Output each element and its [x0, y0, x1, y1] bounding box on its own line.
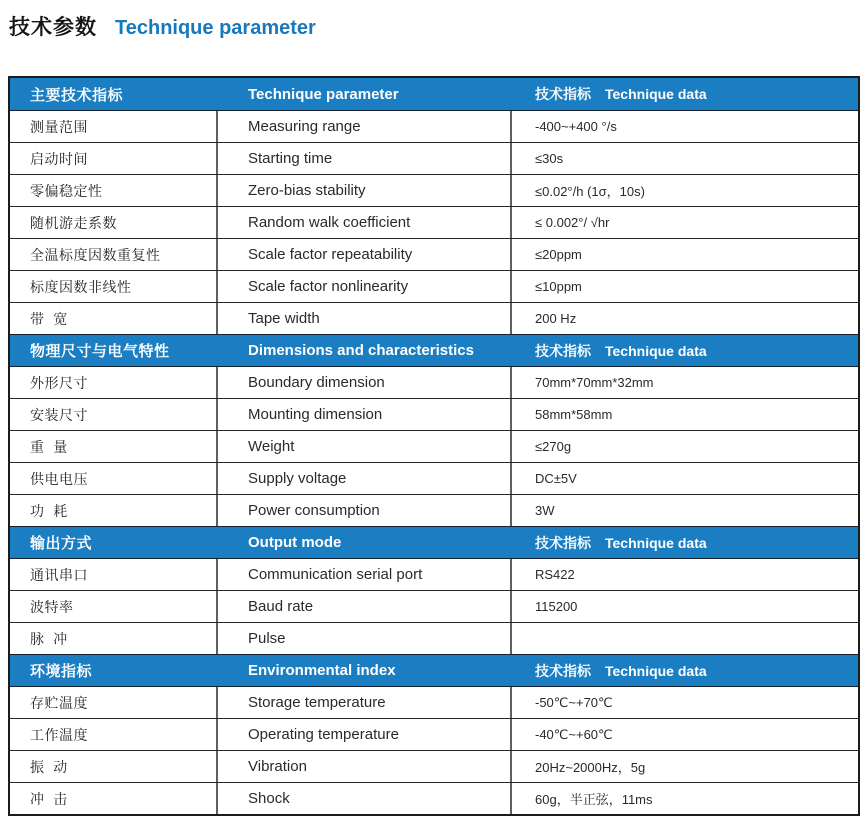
section-data-label-en: Technique data: [605, 86, 707, 102]
spec-name-en: Pulse: [218, 623, 512, 654]
spec-value: 60g，半正弦，11ms: [535, 792, 653, 807]
table-row: [10, 142, 858, 174]
section-data-label: [512, 335, 858, 366]
table-row: [10, 110, 858, 142]
spec-value: ≤ 0.002°/ √hr: [535, 215, 610, 230]
spec-name-cn: 波特率: [10, 591, 218, 622]
spec-value: 20Hz~2000Hz，5g: [535, 760, 646, 775]
spec-name-cn: 脉 冲: [10, 623, 218, 654]
section-data-label-en: Technique data: [605, 534, 707, 551]
spec-name-en: Shock: [218, 783, 512, 814]
section-data-label-en: Technique data: [605, 342, 707, 359]
spec-name-en: Scale factor nonlinearity: [218, 271, 512, 302]
spec-name-cn: 通讯串口: [10, 559, 218, 590]
spec-name-cn: 存贮温度: [10, 687, 218, 718]
spec-name-en: Power consumption: [218, 495, 512, 526]
spec-name-cn: 随机游走系数: [10, 207, 218, 238]
section-data-label: [512, 655, 858, 686]
spec-name-en: Boundary dimension: [218, 367, 512, 398]
section-data-label-cn: 技术指标: [535, 86, 591, 102]
spec-name-cn: 外形尺寸: [10, 367, 218, 398]
spec-name-cn: 振 动: [10, 751, 218, 782]
spec-name-en: Random walk coefficient: [218, 207, 512, 238]
table-row: [10, 206, 858, 238]
table-row: [10, 782, 858, 814]
section-title-cn: 环境指标: [30, 663, 93, 680]
spec-value: ≤0.02°/h (1σ，10s): [535, 184, 645, 199]
section-data-label-cn: 技术指标: [535, 342, 591, 359]
spec-value: [512, 623, 858, 654]
section-header-row: [10, 334, 858, 366]
page-title-en: Technique parameter: [115, 17, 316, 39]
table-row: [10, 430, 858, 462]
spec-name-cn: 功 耗: [10, 495, 218, 526]
table-row: [10, 238, 858, 270]
table-row: [10, 398, 858, 430]
section-header-row: [10, 526, 858, 558]
spec-value: 200 Hz: [535, 311, 577, 326]
spec-value: -400~+400 °/s: [535, 119, 617, 134]
section-data-label-cn: 技术指标: [535, 534, 591, 551]
spec-name-en: Storage temperature: [218, 687, 512, 718]
spec-name-cn: 冲 击: [10, 783, 218, 814]
section-title-en: Output mode: [248, 534, 342, 551]
spec-name-cn: 测量范围: [10, 111, 218, 142]
spec-value: -40℃~+60℃: [535, 726, 613, 742]
section-title-en: Environmental index: [248, 662, 396, 679]
spec-value: ≤270g: [535, 439, 572, 454]
spec-name-en: Supply voltage: [218, 463, 512, 494]
section-header-row: [10, 78, 858, 110]
spec-value: -50℃~+70℃: [535, 694, 613, 710]
spec-name-en: Vibration: [218, 751, 512, 782]
spec-name-en: Starting time: [218, 143, 512, 174]
table-row: [10, 750, 858, 782]
section-data-label: [512, 78, 858, 110]
table-row: [10, 462, 858, 494]
spec-name-cn: 全温标度因数重复性: [10, 239, 218, 270]
spec-value: 70mm*70mm*32mm: [535, 375, 654, 390]
section-data-label-cn: 技术指标: [535, 662, 591, 679]
spec-name-cn: 供电电压: [10, 463, 218, 494]
spec-name-en: Weight: [218, 431, 512, 462]
table-row: [10, 718, 858, 750]
table-row: [10, 622, 858, 654]
section-title-en: Technique parameter: [248, 85, 399, 103]
table-row: [10, 494, 858, 526]
spec-name-en: Measuring range: [218, 111, 512, 142]
spec-value: ≤20ppm: [535, 247, 582, 262]
spec-name-cn: 启动时间: [10, 143, 218, 174]
spec-value: ≤30s: [535, 151, 564, 166]
spec-name-en: Baud rate: [218, 591, 512, 622]
spec-value: ≤10ppm: [535, 279, 582, 294]
table-row: [10, 590, 858, 622]
table-row: [10, 366, 858, 398]
spec-name-en: Operating temperature: [218, 719, 512, 750]
table-row: [10, 686, 858, 718]
section-header-row: [10, 654, 858, 686]
spec-name-cn: 标度因数非线性: [10, 271, 218, 302]
spec-value: 3W: [535, 503, 555, 518]
section-data-label: [512, 527, 858, 558]
section-data-label-en: Technique data: [605, 662, 707, 679]
section-title-cn: 输出方式: [30, 535, 93, 552]
spec-name-cn: 重 量: [10, 431, 218, 462]
spec-name-en: Mounting dimension: [218, 399, 512, 430]
table-row: [10, 270, 858, 302]
spec-name-cn: 安装尺寸: [10, 399, 218, 430]
spec-name-cn: 零偏稳定性: [10, 175, 218, 206]
spec-value: RS422: [535, 567, 575, 582]
table-row: [10, 174, 858, 206]
spec-name-cn: 带 宽: [10, 303, 218, 334]
spec-table: [8, 76, 860, 816]
section-title-cn: 物理尺寸与电气特性: [30, 343, 170, 360]
spec-name-cn: 工作温度: [10, 719, 218, 750]
spec-name-en: Scale factor repeatability: [218, 239, 512, 270]
spec-name-en: Tape width: [218, 303, 512, 334]
spec-name-en: Communication serial port: [218, 559, 512, 590]
table-row: [10, 302, 858, 334]
section-title-en: Dimensions and characteristics: [248, 342, 474, 359]
spec-value: DC±5V: [535, 471, 577, 486]
spec-value: 58mm*58mm: [535, 407, 613, 422]
table-row: [10, 558, 858, 590]
page-title: [9, 11, 316, 41]
page-title-cn: 技术参数: [9, 16, 97, 39]
section-title-cn: 主要技术指标: [30, 86, 124, 104]
spec-value: 115200: [535, 599, 578, 614]
spec-name-en: Zero-bias stability: [218, 175, 512, 206]
